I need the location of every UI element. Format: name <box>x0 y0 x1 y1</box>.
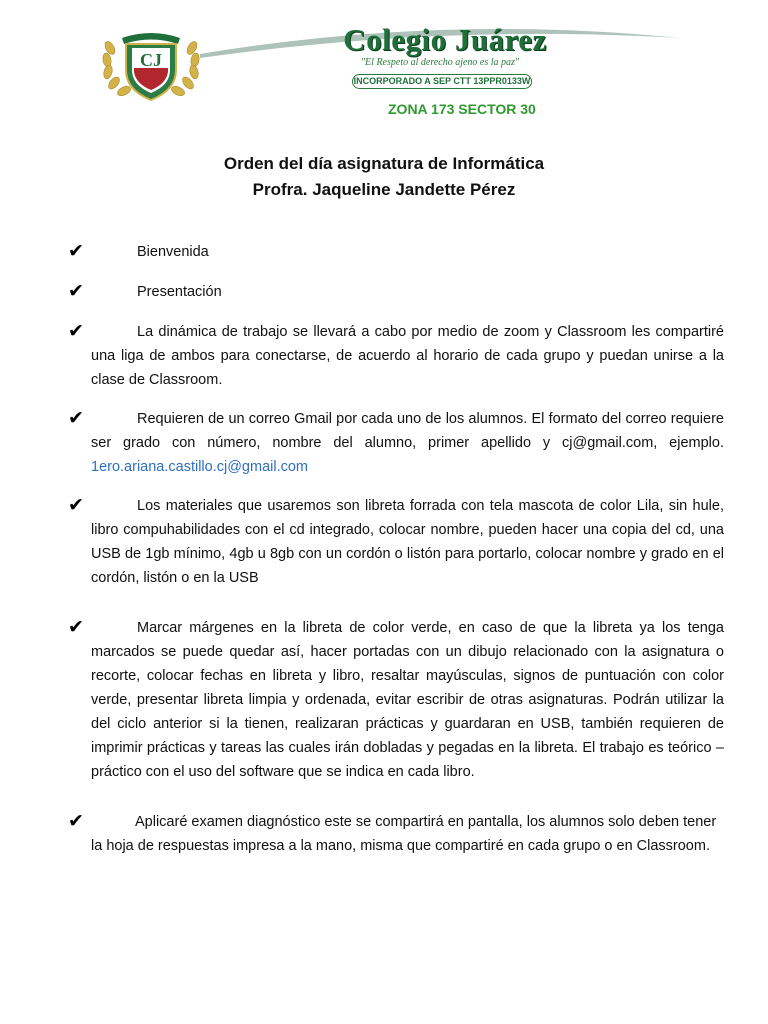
agenda-item-presentation: ✔ Presentación <box>68 280 222 302</box>
check-mark-icon: ✔ <box>68 810 84 832</box>
check-mark-icon: ✔ <box>68 616 84 638</box>
check-mark-icon: ✔ <box>68 494 84 516</box>
subject-title: Orden del día asignatura de Informática <box>223 154 545 173</box>
teacher-name: Profra. Jaqueline Jandette Pérez <box>252 180 516 199</box>
agenda-item-dynamics: ✔ La dinámica de trabajo se llevará a cabo por medio de zoom y Classroom les compartiré una liga de ambos para conectarse, de acuerdo al horario de cada grupo y puedan unirse a la clase de Classroom. <box>68 320 724 388</box>
agenda-item-exam: ✔ Aplicaré examen diagnóstico este se compartirá en pantalla, los alumnos solo deben tener la hoja de respuestas impresa a la mano, misma que compartiré en cada grupo o en Classroom. <box>68 810 717 854</box>
letterhead <box>0 0 768 130</box>
agenda-item-welcome: ✔ Bienvenida <box>68 240 209 262</box>
school-name: Colegio Juárez <box>343 22 547 57</box>
check-mark-icon: ✔ <box>68 320 84 342</box>
incorporation-badge: INCORPORADO A SEP CTT 13PPR0133W <box>352 74 532 89</box>
agenda-list <box>68 240 724 858</box>
check-mark-icon: ✔ <box>68 280 84 302</box>
crest-banner-text: Colegio Juárez <box>136 29 166 34</box>
crest-initials: CJ <box>140 50 162 70</box>
check-mark-icon: ✔ <box>68 240 84 262</box>
school-motto: "El Respeto al derecho ajeno es la paz" <box>360 57 520 68</box>
agenda-item-materials: ✔ Los materiales que usaremos son libreta forrada con tela mascota de color Lila, sin hule, libro compuhabilidades con el cd integrado, colocar nombre, pueden hacer una copia del cd, una USB de 1gb mínimo, 4gb u 8gb con un cordón o listón para portarlo, colocar nombre y grado en el cordón, listón o en la USB <box>68 494 724 586</box>
document-heading <box>0 151 768 203</box>
check-mark-icon: ✔ <box>68 407 84 429</box>
agenda-item-notebook: ✔ Marcar márgenes en la libreta de color verde, en caso de que la libreta ya los tenga marcados se puede quedar así, hacer portadas con un dibujo relacionado con la asignatura o recorte, colocar fechas en libreta y libro, resaltar mayúsculas, signos de puntuación con color verde, presentar libreta limpia y ordenada, evitar escribir de otras asignaturas. Podrán utilizar la del ciclo anterior si la tienen, realizaran prácticas y guardaran en USB, también requieren de imprimir prácticas y tareas las cuales irán dobladas y pegadas en la libreta. El trabajo es teórico – práctico con el uso del software que se indica en cada libro. <box>68 616 724 780</box>
example-email-link[interactable]: 1ero.ariana.castillo.cj@gmail.com <box>91 459 308 475</box>
zone-sector: ZONA 173 SECTOR 30 <box>388 101 536 117</box>
agenda-item-email: ✔ Requieren de un correo Gmail por cada uno de los alumnos. El formato del correo requiere ser grado con número, nombre del alumno, primer apellido y cj@gmail.com, ejemplo. 1ero.ariana.castillo.cj@gmail.com <box>68 407 724 475</box>
